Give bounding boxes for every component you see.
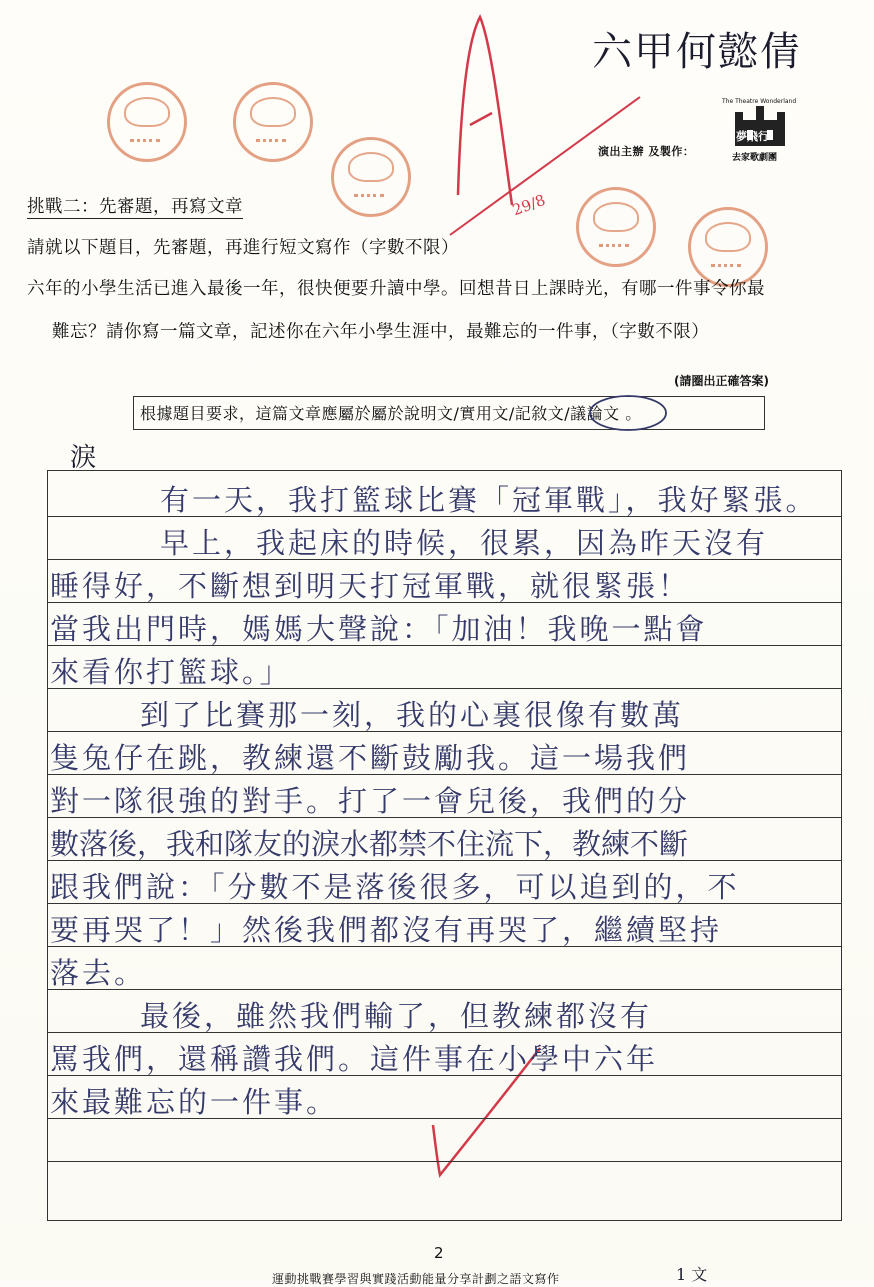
- circle-answer-note: (請圈出正確答案): [674, 374, 769, 388]
- essay-line: 落去。: [50, 956, 147, 990]
- sticker-stamp-1: [107, 82, 187, 162]
- essay-line: 有一天，我打籃球比賽「冠軍戰」，我好緊張。: [160, 483, 818, 517]
- essay-line: 睡得好，不斷想到明天打冠軍戰，就很緊張！: [50, 569, 691, 603]
- footer-mark: 1 文: [676, 1265, 708, 1284]
- essay-line: 到了比賽那一刻，我的心裏很像有數萬: [140, 698, 685, 732]
- prompt-line-2: 難忘？請你寫一篇文章，記述你在六年小學生涯中，最難忘的一件事，（字數不限）: [52, 322, 710, 342]
- essay-line: 跟我們說：「分數不是落後很多，可以追到的，不: [50, 870, 740, 904]
- essay-line: 對一隊很強的對手。打了一會兒後，我們的分: [50, 784, 691, 818]
- student-name: 六甲何懿倩: [592, 29, 802, 75]
- essay-line: 早上，我起床的時候，很累，因為昨天沒有: [160, 526, 769, 560]
- essay-line: 罵我們，還稱讚我們。這件事在小學中六年: [50, 1042, 659, 1076]
- logo-subtitle: The Theatre Wonderland: [722, 98, 797, 105]
- logo-text: 夢飛行: [736, 130, 769, 143]
- prompt-line-1: 六年的小學生活已進入最後一年，很快便要升讀中學。回想昔日上課時光，有哪一件事令你最: [27, 279, 765, 299]
- page-number: 2: [434, 1244, 445, 1262]
- sticker-stamp-2: [233, 82, 313, 162]
- writing-rule: [47, 989, 842, 990]
- sticker-stamp-3: [331, 137, 411, 217]
- genre-question: 根據題目要求，這篇文章應屬於屬於說明文/實用文/記敘文/議論文 。: [140, 404, 642, 423]
- sponsor-label: 演出主辦 及製作：: [598, 145, 695, 158]
- logo-caption: 去家歌劇團: [732, 153, 778, 163]
- writing-rule: [47, 1161, 842, 1162]
- answer-circle-mark: [588, 393, 668, 433]
- teacher-mark-note: 29/8: [509, 190, 548, 220]
- essay-title: 淚: [70, 443, 97, 473]
- essay-line: 來最難忘的一件事。: [50, 1085, 339, 1119]
- challenge-title: 挑戰二：先審題，再寫文章: [27, 193, 243, 219]
- essay-line: 要再哭了！」然後我們都沒有再哭了，繼續堅持: [50, 913, 723, 947]
- essay-line: 來看你打籃球。」: [50, 655, 292, 689]
- essay-line: 當我出門時，媽媽大聲說：「加油！我晚一點會: [50, 612, 708, 646]
- footer-text: 運動挑戰賽學習與實踐活動能量分享計劃之語文寫作: [272, 1272, 560, 1286]
- essay-line: 數落後，我和隊友的淚水都禁不住流下，教練不斷: [50, 827, 689, 861]
- essay-line: 最後，雖然我們輸了，但教練都沒有: [140, 999, 653, 1033]
- instruction-text: 請就以下題目，先審題，再進行短文寫作（字數不限）: [27, 238, 459, 258]
- essay-line: 隻兔仔在跳，教練還不斷鼓勵我。這一場我們: [50, 741, 691, 775]
